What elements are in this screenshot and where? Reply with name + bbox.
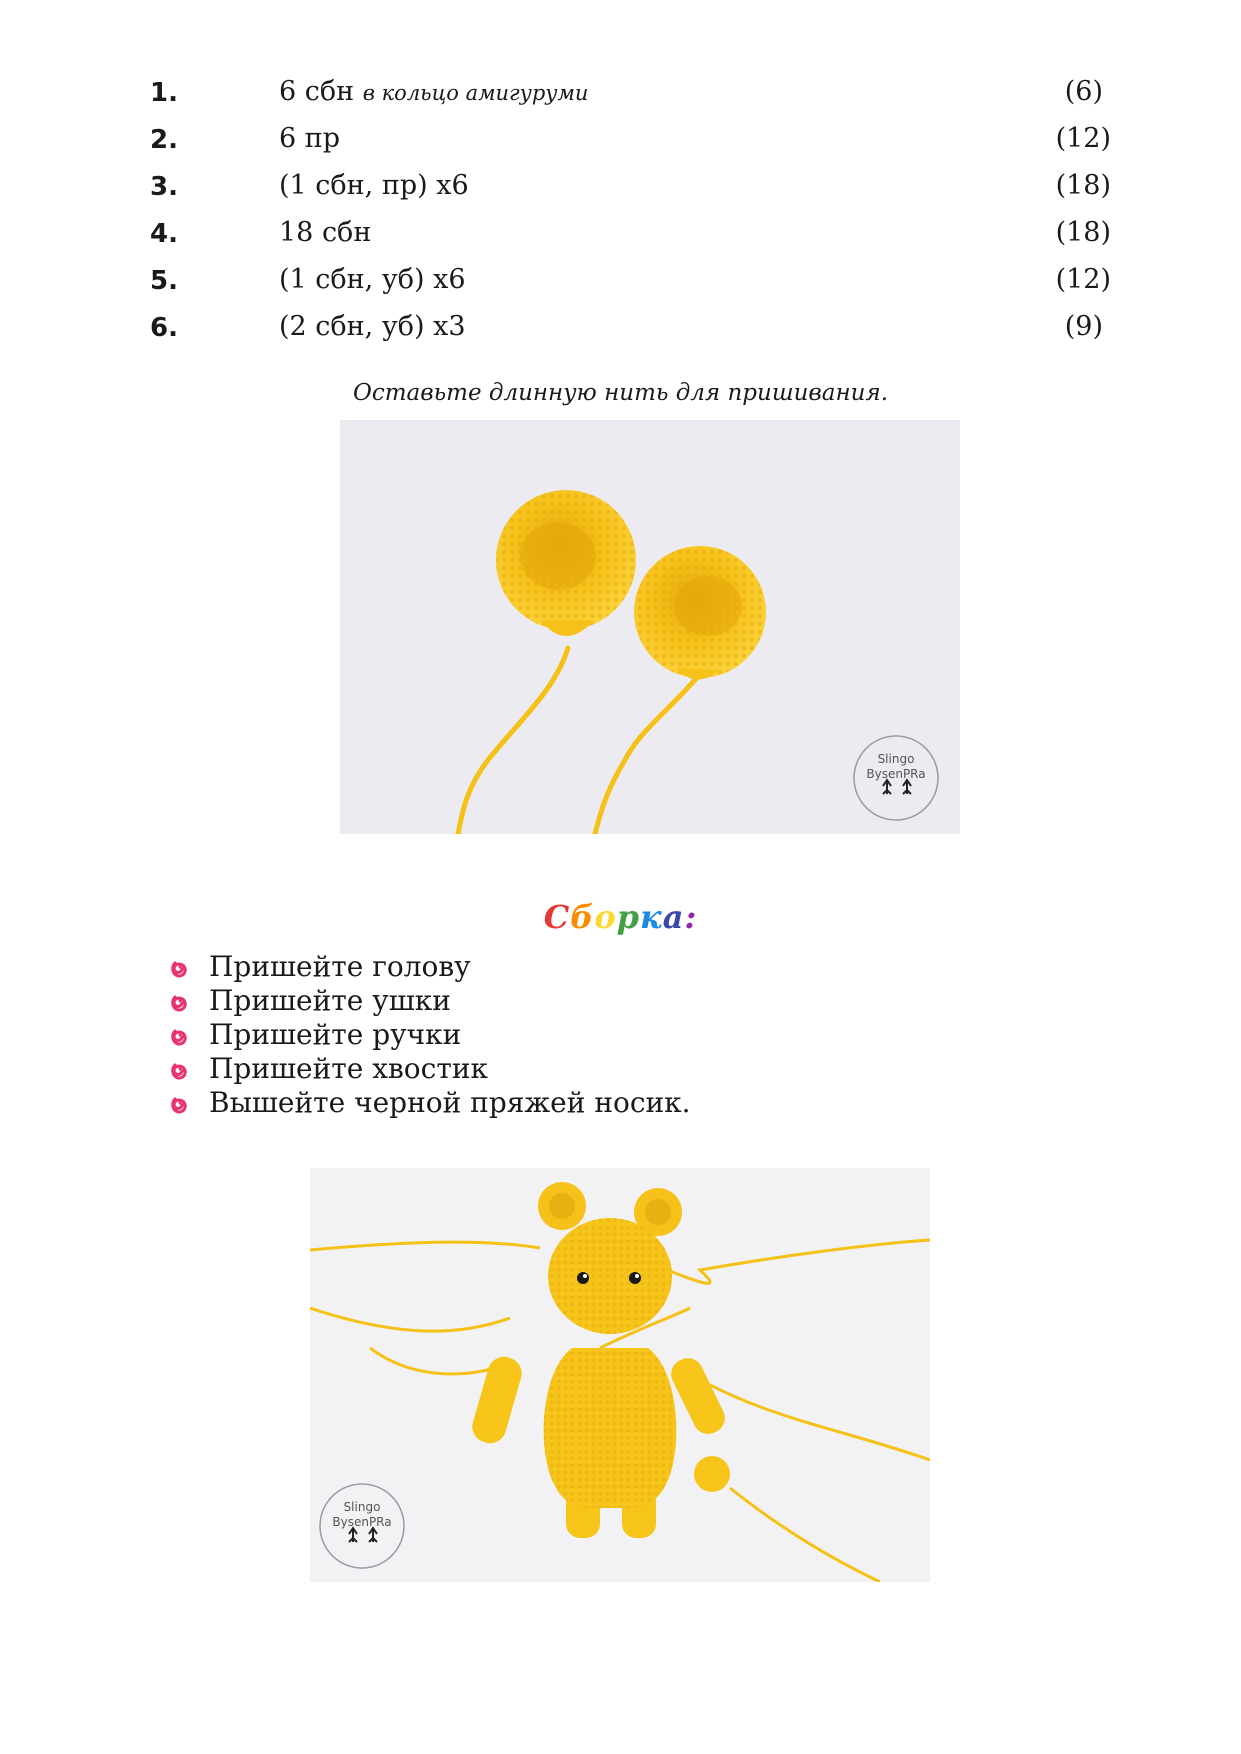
toy-parts-illustration [310,1168,930,1582]
svg-text:BysenPRa: BysenPRa [866,767,926,781]
svg-text:BysenPRa: BysenPRa [332,1515,392,1529]
toy-tail [694,1456,730,1492]
assembly-heading-text: Сборка: [543,898,698,936]
table-row [0,305,1241,352]
spiral-bullet-icon [168,989,192,1013]
row-instruction: (1 сбн, уб) х6 [279,264,466,295]
row-count: (12) [1055,123,1111,154]
list-item-text: Вышейте черной пряжей носик. [209,1086,691,1119]
row-instruction: (2 сбн, уб) х3 [279,311,466,342]
row-number: 4. [150,219,178,249]
list-item-text: Пришейте ручки [209,1018,462,1051]
row-instruction: 18 сбн [279,217,372,248]
row-instruction: 6 сбн в кольцо амигуруми [279,76,589,107]
row-number: 3. [150,172,178,202]
row-count: (6) [1064,76,1103,107]
caption: Оставьте длинную нить для пришивания. [352,380,889,406]
table-row [0,211,1241,258]
row-number: 1. [150,78,178,108]
spiral-bullet-icon [168,955,192,979]
row-number: 2. [150,125,178,155]
assembly-heading [0,898,1241,936]
ears-photo [340,420,960,834]
row-count: (12) [1055,264,1111,295]
row-count: (18) [1055,217,1111,248]
table-row [0,117,1241,164]
row-count: (18) [1055,170,1111,201]
row-instruction: (1 сбн, пр) х6 [279,170,469,201]
table-row [0,258,1241,305]
list-item-text: Пришейте голову [209,950,471,983]
instruction-table [0,70,1241,352]
svg-text:Slingo: Slingo [343,1500,381,1514]
list-item-text: Пришейте хвостик [209,1052,488,1085]
table-row [0,70,1241,117]
list-item-text: Пришейте ушки [209,984,451,1017]
toy-head [548,1218,672,1334]
svg-text:Slingo: Slingo [877,752,915,766]
toy-parts-photo [310,1168,930,1582]
row-number: 5. [150,266,178,296]
row-count: (9) [1064,311,1103,342]
spiral-bullet-icon [168,1091,192,1115]
spiral-bullet-icon [168,1057,192,1081]
row-instruction: 6 пр [279,123,341,154]
spiral-bullet-icon [168,1023,192,1047]
ears-illustration [340,420,960,834]
table-row [0,164,1241,211]
row-number: 6. [150,313,178,343]
row-note: в кольцо амигуруми [362,81,589,105]
